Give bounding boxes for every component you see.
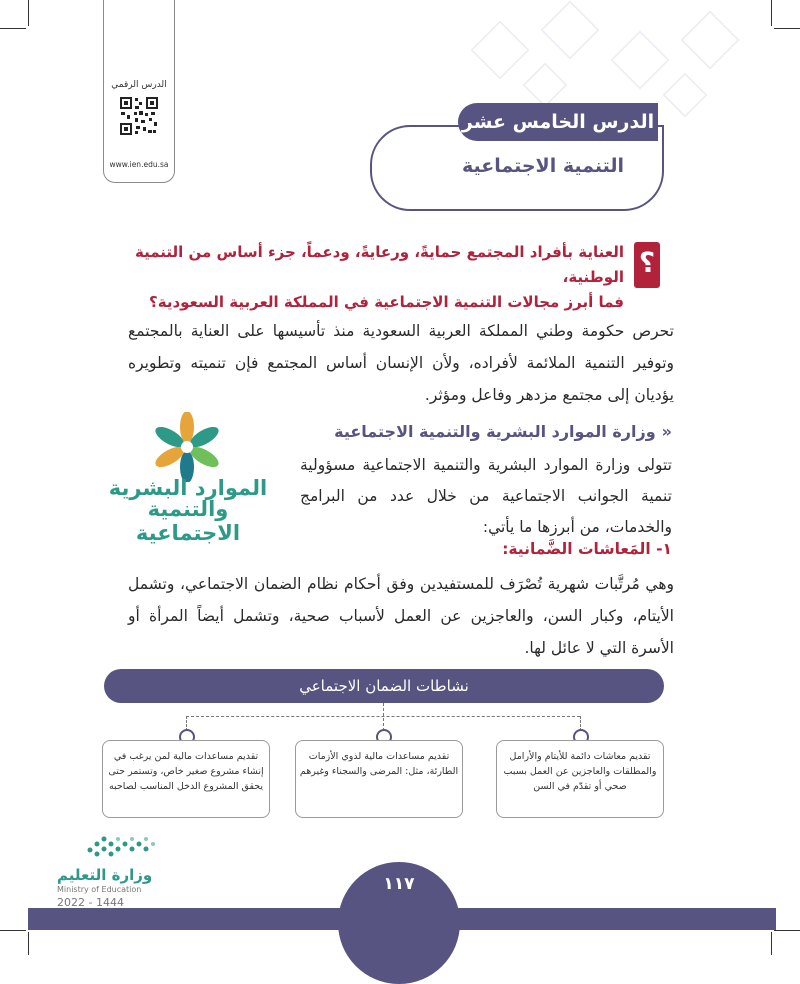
crop-mark bbox=[0, 930, 26, 931]
section-paragraph: تتولى وزارة الموارد البشرية والتنمية الاجتماعية مسؤولية تنمية الجوانب الاجتماعية من خلال عدد من البرامج والخدمات، من أبرزها ما يأتي: bbox=[300, 456, 672, 536]
subheading-paragraph: وهي مُرتَّبات شهرية تُصْرَف للمستفيدين وفق أحكام نظام الضمان الاجتماعي، وتشمل الأيتام، وكبار السن، والعاجزين عن العمل لأسباب صحية، وتشمل أيضاً المرأة أو الأسرة التي لا عائل لها. bbox=[128, 575, 674, 657]
ministry-name-english: Ministry of Education bbox=[57, 885, 142, 894]
lesson-title: التنمية الاجتماعية bbox=[461, 155, 624, 177]
digital-lesson-url[interactable]: www.ien.edu.sa bbox=[109, 160, 169, 169]
lesson-question bbox=[124, 240, 624, 315]
ministry-logo-icon bbox=[112, 412, 262, 482]
logo-text: والتنمية الاجتماعية bbox=[135, 497, 241, 545]
double-chevron-icon: « bbox=[661, 422, 672, 441]
lesson-number-label: الدرس الخامس عشر bbox=[458, 103, 658, 141]
subheading: ١- المَعاشات الضَّمانية: bbox=[502, 540, 672, 558]
logo-text: الموارد البشرية bbox=[108, 476, 268, 500]
intro-paragraph: تحرص حكومة وطني المملكة العربية السعودية منذ تأسيسها على العناية بالمجتمع وتوفير التنمية الملائمة لأفراده، ولأن الإنسان أساس المجتمع فإن تنميته وتطويره يؤديان إلى مجتمع مزدهر وفاعل ومؤثر. bbox=[128, 322, 674, 404]
diagram-card: تقديم مساعدات مالية لذوي الأزمات الطارئة، مثل: المرضى والسجناء وغيرهم bbox=[295, 740, 463, 818]
diagram-title: نشاطات الضمان الاجتماعي bbox=[104, 669, 664, 703]
ministry-name-arabic: وزارة التعليم bbox=[57, 866, 153, 884]
diagram-card: تقديم مساعدات مالية لمن يرغب في إنشاء مشروع صغير خاص، وتستمر حتى يحقق المشروع الدخل المناسب لصاحبه bbox=[102, 740, 270, 818]
digital-lesson-tab[interactable] bbox=[103, 0, 175, 183]
crop-mark bbox=[28, 0, 29, 26]
digital-lesson-label: الدرس الرقمي bbox=[111, 80, 167, 90]
diagram-card: تقديم معاشات دائمة للأيتام والأرامل والمطلقات والعاجزين عن العمل بسبب صحي أو تقدّم في السن bbox=[496, 740, 664, 818]
ministry-of-education-logo-icon bbox=[84, 830, 174, 864]
crop-mark bbox=[28, 932, 29, 955]
edition-year: 2022 - 1444 bbox=[57, 896, 124, 909]
qr-code-icon bbox=[119, 96, 159, 136]
connector-line bbox=[383, 703, 384, 731]
footer-bar bbox=[28, 908, 776, 930]
section-heading: «وزارة الموارد البشرية والتنمية الاجتماعية bbox=[334, 422, 672, 441]
connector-line bbox=[186, 716, 580, 717]
crop-mark bbox=[0, 28, 26, 29]
question-line: العناية بأفراد المجتمع حمايةً، ورعايةً، ودعماً، جزء أساس من التنمية الوطنية، bbox=[134, 243, 624, 286]
question-line: فما أبرز مجالات التنمية الاجتماعية في المملكة العربية السعودية؟ bbox=[149, 293, 624, 311]
crop-mark bbox=[771, 932, 772, 955]
crop-mark bbox=[774, 930, 800, 931]
page-number: ١١٧ bbox=[383, 874, 415, 894]
question-mark-icon: ؟ bbox=[634, 242, 660, 288]
